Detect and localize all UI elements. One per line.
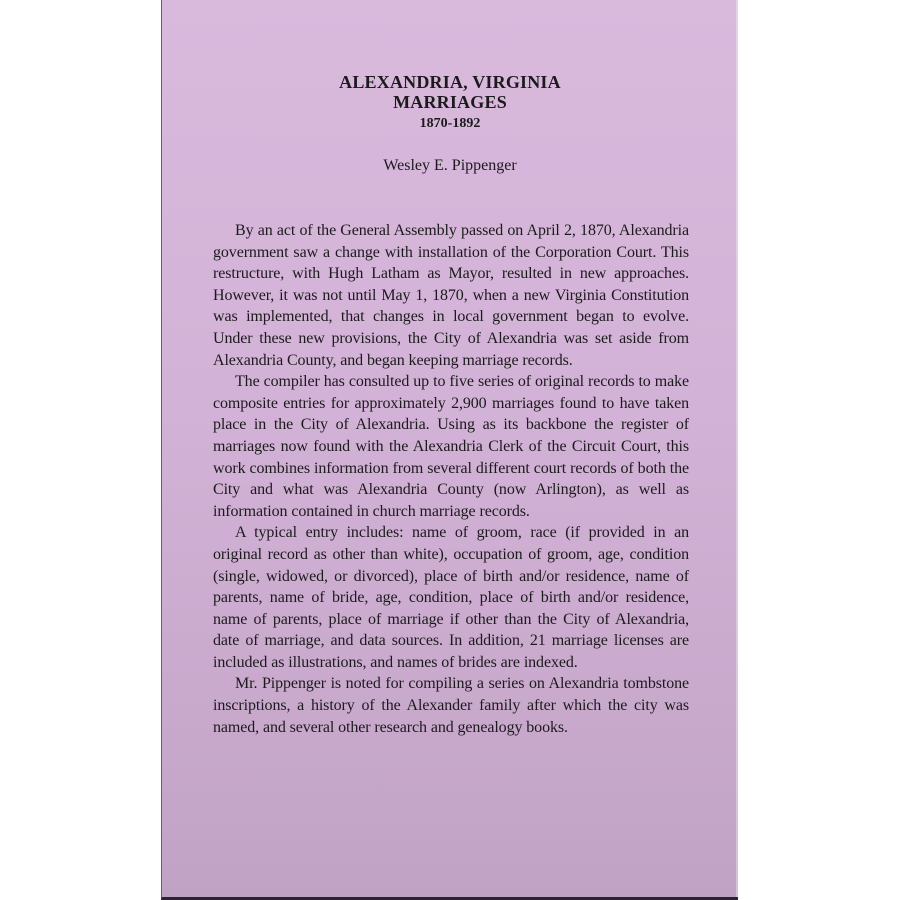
book-title-line1: ALEXANDRIA, VIRGINIA <box>339 72 561 92</box>
book-description <box>213 220 689 738</box>
description-paragraph-1: By an act of the General Assembly passed on April 2, 1870, Alexandria government saw a change with installation of the Corporation Court. This restructure, with Hugh Latham as Mayor, resulted in new approaches. However, it was not until May 1, 1870, when a new Virginia Constitution was implemented, that changes in local government began to evolve. Under these new provisions, the City of Alexandria was set aside from Alexandria County, and began keeping marriage records. <box>213 222 689 369</box>
description-paragraph-4: Mr. Pippenger is noted for compiling a series on Alexandria tombstone inscriptions, a history of the Alexander family after which the city was named, and several other research and genealogy books. <box>213 675 689 736</box>
description-paragraph-2: The compiler has consulted up to five series of original records to make composite entries for approximately 2,900 marriages found to have taken place in the City of Alexandria. Using as its backbone the register of marriages now found with the Alexandria Clerk of the Circuit Court, this work combines information from several different court records of both the City and what was Alexandria County (now Arlington), as well as information contained in church marriage records. <box>213 373 689 520</box>
book-author: Wesley E. Pippenger <box>383 157 517 174</box>
book-years: 1870-1892 <box>419 116 481 131</box>
description-paragraph-3: A typical entry includes: name of groom, race (if provided in an original record as other than white), occupation of groom, age, condition (single, widowed, or divorced), place of birth and/or residence, name of parents, name of bride, age, condition, place of birth and/or residence, name of parents, place of marriage if other than the City of Alexandria, date of marriage, and data sources. In addition, 21 marriage licenses are included as illustrations, and names of brides are indexed. <box>213 524 689 671</box>
book-back-cover <box>161 0 738 900</box>
book-title-line2: MARRIAGES <box>393 92 507 112</box>
